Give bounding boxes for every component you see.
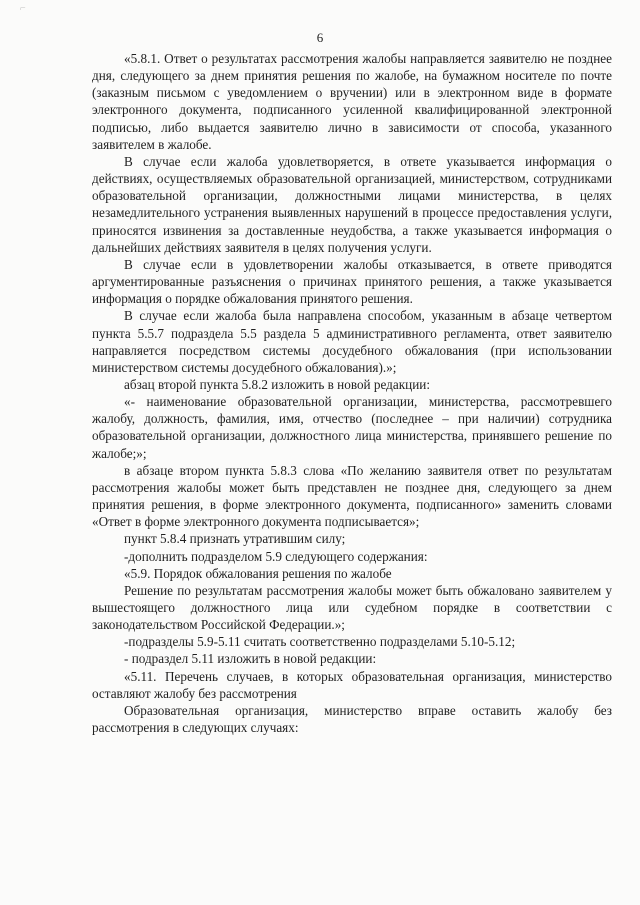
paragraph-5-8-1: «5.8.1. Ответ о результатах рассмотрения жалобы направляется заявителю не позднее дня, следующего за днем принятия решения по жалобе, на бумажном носителе по почте (заказным письмом с уведомлением о вручении) или в электронном виде в формате электронного документа, подписанного усиленной квалифицированной электронной подписью, либо выдается заявителю лично в зависимости от способа, указанного заявителем в жалобе. <box>92 51 612 152</box>
paragraph-5-11-title: «5.11. Перечень случаев, в которых образовательная организация, министерство оставляют жалобу без рассмотрения <box>92 668 612 701</box>
paragraph-5-9-text: Решение по результатам рассмотрения жалобы может быть обжаловано заявителем у вышестоящего должностного лица или судебном порядке в соответствии с законодательством Российской Федерации.»; <box>92 582 612 633</box>
paragraph-amend-5-8-3: в абзаце втором пункта 5.8.3 слова «По желанию заявителя ответ по результатам рассмотрения жалобы может быть представлен не позднее дня, следующего за днем принятия решения, в форме электронного документа, подписанного» заменить словами «Ответ в форме электронного документа подписывается»; <box>92 462 612 530</box>
paragraph-5-8-2-new-text: «- наименование образовательной организации, министерства, рассмотревшего жалобу, должность, фамилия, имя, отчество (последнее – при наличии) сотрудника образовательной организации, должностного лица министерства, принявшего решение по жалобе;»; <box>92 394 612 461</box>
page-number: 6 <box>316 30 324 45</box>
document-body <box>92 50 612 736</box>
paragraph-pretrial-system: В случае если жалоба была направлена способом, указанным в абзаце четвертом пункта 5.5.7 подраздела 5.5 раздела 5 административного регламента, ответ заявителю направляется посредством системы досудебного обжалования (при использовании министерством системы досудебного обжалования).»; <box>92 308 612 375</box>
scan-mark: ⌐ <box>20 3 26 14</box>
paragraph-5-11-text: Образовательная организация, министерство вправе оставить жалобу без рассмотрения в следующих случаях: <box>92 702 612 736</box>
paragraph-amend-5-11: - подраздел 5.11 изложить в новой редакции: <box>124 651 377 667</box>
paragraph-satisfied-response: В случае если жалоба удовлетворяется, в ответе указывается информация о действиях, осуществляемых образовательной организацией, министерством, сотрудниками образовательной организации, должностными лицами министерства, в целях незамедлительного устранения выявленных нарушений в процессе предоставления услуги, приносятся извинения за доставленные неудобства, а также указывается информация о дальнейших действиях заявителя в целях получения услуги. <box>92 153 612 255</box>
paragraph-renumber: -подразделы 5.9-5.11 считать соответственно подразделами 5.10-5.12; <box>124 634 516 650</box>
paragraph-5-8-4-repeal: пункт 5.8.4 признать утратившим силу; <box>124 531 346 547</box>
paragraph-amend-5-8-2: абзац второй пункта 5.8.2 изложить в новой редакции: <box>124 376 430 392</box>
paragraph-add-5-9: -дополнить подразделом 5.9 следующего содержания: <box>124 548 428 564</box>
paragraph-refusal-response: В случае если в удовлетворении жалобы отказывается, в ответе приводятся аргументированные разъяснения о причинах принятого решения, а также указывается информация о порядке обжалования принятого решения. <box>92 256 612 307</box>
paragraph-5-9-title: «5.9. Порядок обжалования решения по жалобе <box>124 565 392 581</box>
